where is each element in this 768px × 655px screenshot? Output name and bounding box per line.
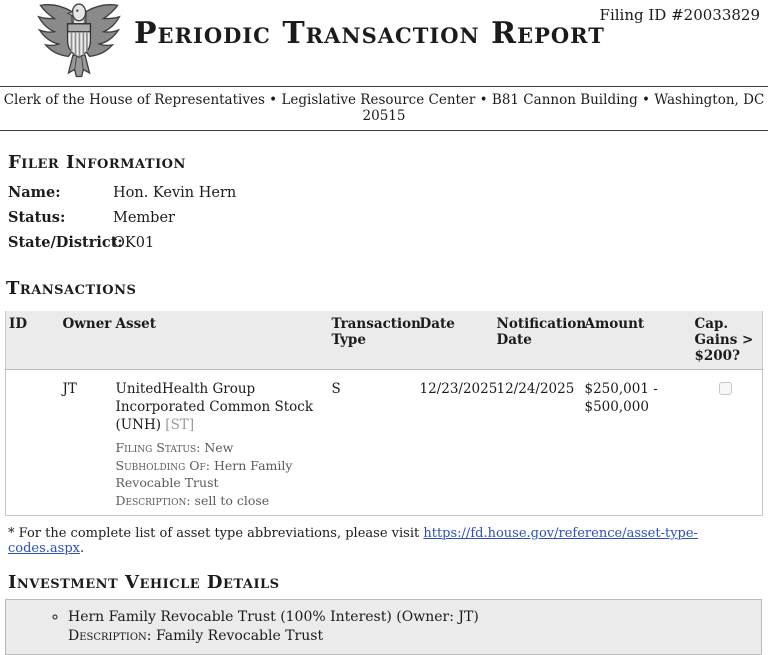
investment-vehicle-section	[0, 572, 768, 655]
filer-state-district-value: OK01	[113, 235, 155, 251]
footnote-suffix: .	[80, 541, 85, 556]
asset-detail-lines	[116, 439, 323, 509]
filer-name-value: Hon. Kevin Hern	[113, 185, 237, 201]
column-header-id: ID	[6, 311, 60, 370]
subholding-label: Subholding Of:	[115, 457, 210, 473]
investment-vehicle-description-line	[68, 627, 755, 646]
clerk-address-band	[0, 86, 768, 131]
cell-asset	[113, 370, 329, 516]
investment-vehicle-item	[68, 608, 755, 646]
filing-status-line	[116, 439, 323, 457]
transaction-row	[6, 370, 763, 516]
asset-type-codes-link[interactable]: https://fd.house.gov/reference/asset-type-codes.aspx	[8, 526, 698, 556]
cell-transaction-type: S	[329, 370, 417, 516]
transactions-table	[5, 311, 763, 516]
transactions-heading: Transactions	[6, 278, 137, 299]
cell-owner: JT	[60, 370, 113, 516]
filer-information-heading: Filer Information	[8, 152, 186, 173]
cell-id	[6, 370, 60, 516]
column-header-amount: Amount	[582, 311, 692, 370]
investment-vehicle-title: ◦ Hern Family Revocable Trust (100% Interest) (Owner: JT)	[68, 609, 479, 625]
investment-vehicle-description-value: Family Revocable Trust	[155, 628, 324, 644]
filing-status-value: New	[204, 440, 234, 455]
subholding-line	[116, 457, 323, 492]
filer-state-district-label: State/District:	[8, 234, 123, 251]
clerk-line: Clerk of the House of Representatives • Legislative Resource Center • B81 Cannon Building • Washington, DC 20515	[3, 92, 765, 124]
investment-vehicle-box	[5, 599, 762, 655]
transactions-table-header	[6, 311, 763, 370]
cell-date: 12/23/2025	[417, 370, 494, 516]
filer-status-label: Status:	[8, 209, 66, 226]
filing-id: Filing ID #20033829	[599, 6, 760, 24]
report-header	[0, 0, 768, 86]
description-value: sell to close	[194, 492, 270, 508]
column-header-date: Date	[417, 311, 494, 370]
investment-vehicle-list	[12, 608, 755, 646]
filer-status-value: Member	[113, 210, 175, 226]
cell-notification-date: 12/24/2025	[494, 370, 582, 516]
filer-field-state-district	[8, 233, 768, 253]
asset-name-line	[116, 380, 323, 434]
column-header-owner: Owner	[60, 311, 113, 370]
description-line	[116, 492, 323, 510]
footnote-prefix: * For the complete list of asset type abbreviations, please visit	[8, 526, 424, 541]
asset-type-tag: [ST]	[165, 417, 195, 433]
report-title: Periodic Transaction Report	[134, 16, 605, 51]
transactions-section	[0, 278, 768, 516]
filing-status-label: Filing Status:	[115, 440, 201, 455]
column-header-asset: Asset	[113, 311, 329, 370]
filer-information-section	[8, 152, 768, 253]
column-header-transaction-type: Transaction Type	[329, 311, 417, 370]
filer-field-name	[8, 183, 768, 203]
investment-vehicle-heading: Investment Vehicle Details	[8, 572, 280, 593]
column-header-cap-gains: Cap. Gains > $200?	[692, 311, 763, 370]
asset-name: UnitedHealth Group Incorporated Common Stock (UNH)	[115, 381, 314, 433]
column-header-notification-date: Notification Date	[494, 311, 582, 370]
subholding-value: Hern Family Revocable Trust	[115, 457, 293, 490]
filer-field-status	[8, 208, 768, 228]
house-eagle-seal-icon	[35, 1, 123, 80]
asset-type-footnote	[8, 526, 768, 556]
cell-cap-gains	[692, 370, 763, 516]
cap-gains-checkbox[interactable]	[719, 382, 732, 395]
description-label: Description:	[115, 492, 191, 508]
filer-name-label: Name:	[8, 184, 61, 201]
investment-vehicle-description-label: Description:	[68, 628, 152, 644]
cell-amount: $250,001 - $500,000	[582, 370, 692, 516]
